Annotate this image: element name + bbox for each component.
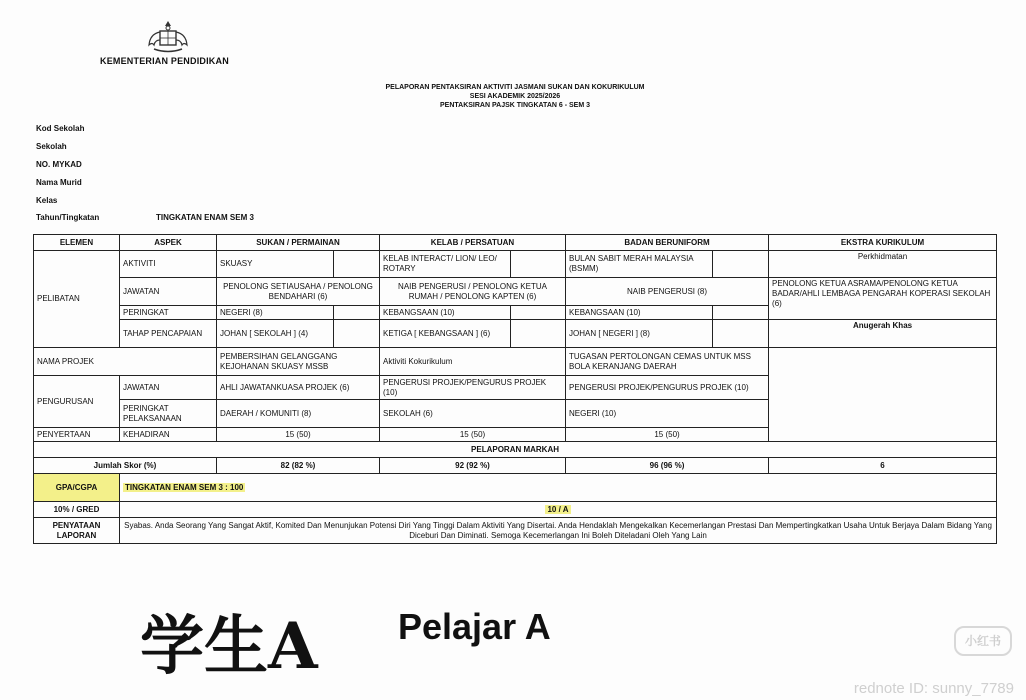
table-row — [34, 348, 997, 376]
badan-aktiviti: BULAN SABIT MERAH MALAYSIA (BSMM) — [566, 251, 713, 278]
badan-skor: 96 (96 %) — [566, 458, 769, 474]
badan-projek: TUGASAN PERTOLONGAN CEMAS UNTUK MSS BOLA KERANJANG DAERAH — [566, 348, 769, 376]
nama-projek-label: NAMA PROJEK — [34, 348, 217, 376]
caption-malay: Pelajar A — [398, 606, 551, 647]
sukan-tahap: JOHAN [ SEKOLAH ] (4) — [217, 320, 334, 348]
badan-pengurusan-peringkat: NEGERI (10) — [566, 400, 769, 428]
kelab-pengurusan-jawatan: PENGERUSI PROJEK/PENGURUS PROJEK (10) — [380, 376, 566, 400]
gpa-label: GPA/CGPA — [34, 474, 120, 502]
label-tahun: Tahun/Tingkatan — [36, 213, 100, 222]
gred-cell — [120, 502, 997, 518]
header-sukan: SUKAN / PERMAINAN — [217, 235, 380, 251]
pengurusan-label: PENGURUSAN — [34, 376, 120, 428]
label-mykad: NO. MYKAD — [36, 160, 82, 169]
kelab-peringkat: KEBANGSAAN (10) — [380, 306, 511, 320]
perkhidmatan-value: PENOLONG KETUA ASRAMA/PENOLONG KETUA BADAR/AHLI LEMBAGA PENGARAH KOPERASI SEKOLAH (6) — [769, 278, 997, 320]
tahap-label: TAHAP PENCAPAIAN — [120, 320, 217, 348]
header-ekstra: EKSTRA KURIKULUM — [769, 235, 997, 251]
report-title: PELAPORAN PENTAKSIRAN AKTIVITI JASMANI SUKAN DAN KOKURIKULUM — [385, 84, 645, 91]
kelab-projek: Aktiviti Kokurikulum — [380, 348, 566, 376]
table-row — [34, 474, 997, 502]
sukan-jawatan: PENOLONG SETIAUSAHA / PENOLONG BENDAHARI (6) — [217, 278, 380, 306]
badan-peringkat: KEBANGSAAN (10) — [566, 306, 713, 320]
penyertaan-label: PENYERTAAN — [34, 428, 120, 442]
ekstra-skor: 6 — [769, 458, 997, 474]
badan-kehadiran: 15 (50) — [566, 428, 769, 442]
sukan-projek: PEMBERSIHAN GELANGGANG KEJOHANAN SKUASY MSSB — [217, 348, 380, 376]
kelab-tahap: KETIGA [ KEBANGSAAN ] (6) — [380, 320, 511, 348]
penyataan-label: PENYATAAN LAPORAN — [34, 518, 120, 544]
pelibatan-label: PELIBATAN — [34, 251, 120, 348]
kelab-jawatan: NAIB PENGERUSI / PENOLONG KETUA RUMAH / PENOLONG KAPTEN (6) — [380, 278, 566, 306]
label-kelas: Kelas — [36, 196, 58, 205]
report-session: SESI AKADEMIK 2025/2026 — [469, 93, 561, 100]
jawatan-label: JAWATAN — [120, 278, 217, 306]
table-row — [34, 502, 997, 518]
header-aspek: ASPEK — [120, 235, 217, 251]
penyataan-text: Syabas. Anda Seorang Yang Sangat Aktif, Komited Dan Menunjukan Potensi Diri Yang Tinggi Dalam Aktiviti Yang Disertai. Anda Hendaklah Mengekalkan Kecemerlangan Prestasi Dan Mempertingkatkan Usaha Untuk Berjaya Dalam Bidang Yang Diceburi Dan Diminati. Semoga Kecemerlangan Ini Boleh Diteladani Oleh Yang Lain — [120, 518, 997, 544]
gpa-cell — [120, 474, 997, 502]
table-row — [34, 442, 997, 458]
table-row — [34, 518, 997, 544]
caption-chinese: 学生A — [140, 609, 318, 684]
assessment-table — [33, 234, 997, 544]
table-header-row — [34, 235, 997, 251]
header-kelab: KELAB / PERSATUAN — [380, 235, 566, 251]
label-kod-sekolah: Kod Sekolah — [36, 124, 85, 133]
pengurusan-jawatan-label: JAWATAN — [120, 376, 217, 400]
sukan-pengurusan-jawatan: AHLI JAWATANKUASA PROJEK (6) — [217, 376, 380, 400]
kelab-aktiviti: KELAB INTERACT/ LION/ LEO/ ROTARY — [380, 251, 511, 278]
tahun-value: TINGKATAN ENAM SEM 3 — [156, 213, 254, 222]
kelab-pengurusan-peringkat: SEKOLAH (6) — [380, 400, 566, 428]
header-elemen: ELEMEN — [34, 235, 120, 251]
watermark-stamp-logo: 小红书 — [954, 626, 1012, 656]
kelab-kehadiran: 15 (50) — [380, 428, 566, 442]
perkhidmatan-label: Perkhidmatan — [769, 251, 997, 278]
peringkat-pelaksanaan-label: PERINGKAT PELAKSANAAN — [120, 400, 217, 428]
gpa-value: TINGKATAN ENAM SEM 3 : 100 — [125, 482, 244, 492]
sukan-peringkat: NEGERI (8) — [217, 306, 334, 320]
ministry-name: KEMENTERIAN PENDIDIKAN — [100, 56, 229, 66]
label-sekolah: Sekolah — [36, 142, 67, 151]
label-nama-murid: Nama Murid — [36, 178, 82, 187]
aktiviti-label: AKTIVITI — [120, 251, 217, 278]
badan-tahap: JOHAN [ NEGERI ] (8) — [566, 320, 713, 348]
table-row — [34, 251, 997, 278]
anugerah-khas-label: Anugerah Khas — [769, 320, 997, 348]
sukan-kehadiran: 15 (50) — [217, 428, 380, 442]
pelaporan-markah-header: PELAPORAN MARKAH — [34, 442, 997, 458]
table-row — [34, 458, 997, 474]
jumlah-skor-label: Jumlah Skor (%) — [34, 458, 217, 474]
badan-jawatan: NAIB PENGERUSI (8) — [566, 278, 769, 306]
watermark-text: rednote ID: sunny_7789 — [853, 680, 1014, 697]
sukan-aktiviti: SKUASY — [217, 251, 334, 278]
ekstra-blank — [769, 348, 997, 442]
sukan-pengurusan-peringkat: DAERAH / KOMUNITI (8) — [217, 400, 380, 428]
kelab-skor: 92 (92 %) — [380, 458, 566, 474]
table-row — [34, 320, 997, 348]
report-subtitle: PENTAKSIRAN PAJSK TINGKATAN 6 - SEM 3 — [440, 102, 590, 109]
peringkat-label: PERINGKAT — [120, 306, 217, 320]
header-badan: BADAN BERUNIFORM — [566, 235, 769, 251]
kehadiran-label: KEHADIRAN — [120, 428, 217, 442]
gred-label: 10% / GRED — [34, 502, 120, 518]
sukan-skor: 82 (82 %) — [217, 458, 380, 474]
gred-value: 10 / A — [547, 504, 569, 514]
badan-pengurusan-jawatan: PENGERUSI PROJEK/PENGURUS PROJEK (10) — [566, 376, 769, 400]
malaysia-crest-logo — [140, 18, 196, 58]
table-row — [34, 278, 997, 306]
